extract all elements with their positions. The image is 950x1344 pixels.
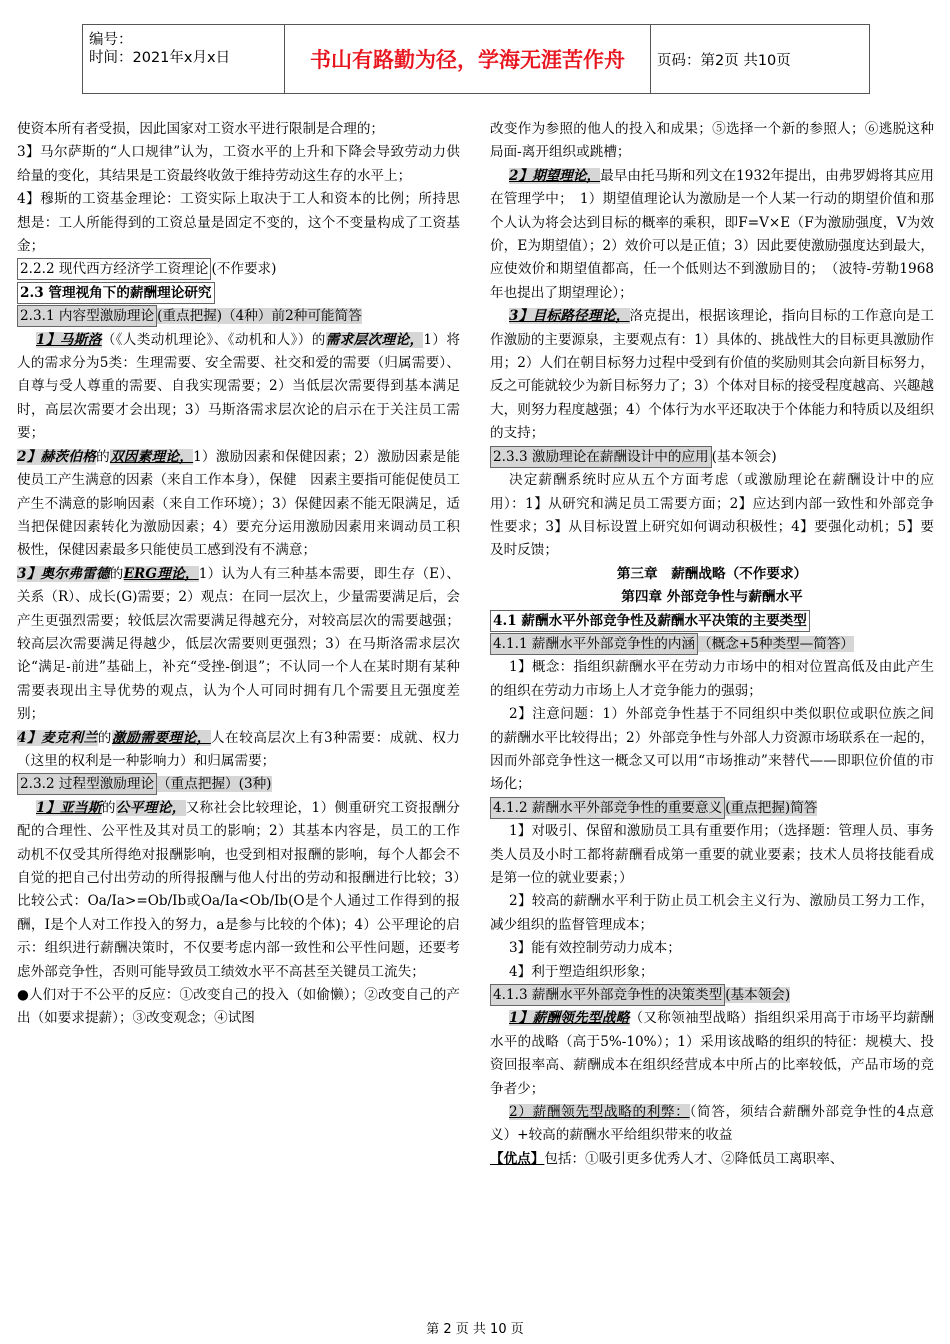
paragraph: 决定薪酬系统时应从五个方面考虑（或激励理论在薪酬设计中的应用）：1】从研究和满足员工需要方面；2】应达到内部一致性和外部竞争性要求；3】从目标设置上研究如何调动积极性；4】要强化动机；5】要及时反馈； [490,472,934,559]
page-header [82,24,870,94]
section-heading: 2.3.2 过程型激励理论 （重点把握）(3种) [17,773,460,796]
paragraph: 3】能有效控制劳动力成本； [509,940,681,957]
paragraph: 1】亚当斯的公平理论，又称社会比较理论，1）侧重研究工资报酬分配的合理性、公平性及其对员工的影响；2）其基本内容是，员工的工作动机不仅受其所得绝对报酬影响，也受到相对报酬的影响，每个人都会不自觉的把自己付出劳动的所得报酬与他人付出的劳动和报酬进行比较；3）比较公式：Oa/Ia>=Ob/Ib或Oa/Ia<Ob/Ib(O是个人通过工作得到的报酬，I是个人对工作投入的努力，a是参与比较的个体)；4）公平理论的启示：组织进行薪酬决策时，不仅要考虑内部一致性和公平性问题，还要考虑外部竞争性，否则可能导致员工绩效水平不高甚至关键员工流失； [17,799,460,980]
paragraph: 1】对吸引、保留和激励员工具有重要作用；（选择题：管理人员、事务类人员及小时工都将薪酬看成第一重要的就业要素；技术人员将技能看成是第一位的就业要素；） [490,823,934,886]
paragraph: 3】目标路径理论，洛克提出，根据该理论，指向目标的工作意向是工作激励的主要源泉，主要观点有：1）具体的、挑战性大的目标更具激励作用；2）人们在朝目标努力过程中受到有价值的奖励则其会向新目标努力，反之可能就较少为新目标努力了；3）个体对目标的接受程度越高、兴趣越大，则努力程度越强；4）个体行为水平还取决于个体能力和特质以及组织的支持； [490,308,934,442]
right-column [490,118,934,1171]
heading-box: 4.1 薪酬水平外部竞争性及薪酬水平决策的主要类型 [490,610,810,632]
paragraph: 3】奥尔弗雷德的ERG理论，1）认为人有三种基本需要，即生存（E）、关系（R）、成长(G)需要；2）观点：在同一层次上，少量需要满足后，会产生更强烈需要；较低层次需要满足得越充分，对较高层次的需要越强；较高层次需要满足得越少，低层次需要则更强烈；3）在马斯洛需求层次论“满足-前进”基础上，补充“受挫-倒退”；不认同一个人在某时期有某种需要表现出主导优势的观点，认为个人可同时拥有几个需要且无强度差别； [17,565,460,723]
section-heading: 4.1.2 薪酬水平外部竞争性的重要意义 (重点把握)简答 [490,797,934,820]
paragraph: 2】注意问题：1）外部竞争性基于不同组织中类似职位或职位族之间的薪酬水平比较得出；2）外部竞争性与外部人力资源市场联系在一起的，因而外部竞争性这一概念又可以用“市场推动”来替代——即职位价值的市场化； [490,706,934,793]
paragraph: 4】利于塑造组织形象； [509,963,654,980]
paragraph: 3】马尔萨斯的“人口规律”认为，工资水平的上升和下降会导致劳动力供给量的变化，其结果是工资最终收敛于维持劳动这生存的水平上； [17,144,460,184]
paragraph: 2】较高的薪酬水平利于防止员工机会主义行为、激励员工努力工作，减少组织的监督管理成本； [490,893,934,933]
paragraph: 4】穆斯的工资基金理论：工资实际上取决于工人和资本的比例；所持思想是：工人所能得到的工资总量是固定不变的，这个不变量构成了工资基金； [17,191,460,255]
paragraph: 2】期望理论，最早由托马斯和列文在1932年提出，由弗罗姆将其应用在管理学中； 1）期望值理论认为激励是一个人某一行动的期望价值和那个人认为将会达到目标的概率的乘积，即F=V×E（F为激励强度，V为效价，E为期望值）；2）效价可以是正值；3）因此要使激励强度达到最大，应使效价和期望值都高，任一个低则达不到激励目的； （波特-劳勒1968年也提出了期望理论）； [490,167,934,301]
section-heading: 2.3.1 内容型激励理论 (重点把握)（4种）前2种可能简答 [17,305,460,328]
paragraph: 改变作为参照的他人的投入和成果；⑤选择一个新的参照人；⑥逃脱这种局面-离开组织或跳槽； [490,121,934,161]
paragraph: 2】赫茨伯格的双因素理论，1）激励因素和保健因素；2）激励因素是能使员工产生满意的因素（来自工作本身），保健 因素主要指可能促使员工产生不满意的影响因素（来自工作环境）；3）保健因素不能无限满足，适当把保健因素转化为激励因素；4）要充分运用激励因素用来调动员工积极性，保健因素最多只能使员工感到没有不满意； [17,448,461,559]
section-heading: 4.1.1 薪酬水平外部竞争性的内涵 （概念+5种类型—简答） [490,633,934,656]
section-heading: 4.1.3 薪酬水平外部竞争性的决策类型 (基本领会) [490,984,934,1007]
paragraph: 4】麦克利兰的激励需要理论，人在较高层次上有3种需要：成就、权力（这里的权利是一种影响力）和归属需要； [17,729,461,769]
chapter-heading: 第四章 外部竞争性与薪酬水平 [621,589,803,606]
heading-box: 4.1.1 薪酬水平外部竞争性的内涵 [490,633,698,655]
heading-box: 2.3.3 激励理论在薪酬设计中的应用 [490,446,712,468]
motto-banner: 书山有路勤为径，学海无涯苦作舟 [285,25,651,93]
heading-box: 2.3.2 过程型激励理论 [17,773,157,795]
heading-box: 2.3 管理视角下的薪酬理论研究 [17,282,215,304]
paragraph: 1】薪酬领先型战略（又称领袖型战略）指组织采用高于市场平均薪酬水平的战略（高于5%-10%）；1）采用该战略的组织的特征：规模大、投资回报率高、薪酬成本在组织经营成本中所占的比率较低，产品市场的竞争者少； [490,1010,934,1097]
paragraph: 1】概念：指组织薪酬水平在劳动力市场中的相对位置高低及由此产生的组织在劳动力市场上人才竞争能力的强弱； [490,659,934,699]
section-heading [490,610,934,633]
header-meta [83,25,285,93]
page-label: 页码：第2页 共10页 [657,52,791,69]
paragraph: ●人们对于不公平的反应：①改变自己的投入（如偷懒）；②改变自己的产出（如要求提薪）；③改变观念；④试图 [17,987,460,1027]
heading-box: 4.1.2 薪酬水平外部竞争性的重要意义 [490,797,725,819]
left-column [17,118,460,1031]
heading-box: 2.2.2 现代西方经济学工资理论 [17,258,211,280]
paragraph: 使资本所有者受损，因此国家对工资水平进行限制是合理的； [17,121,385,137]
section-heading: 2.2.2 现代西方经济学工资理论 (不作要求) [17,258,460,281]
chapter-heading: 第三章 薪酬战略（不作要求） [616,565,808,582]
paragraph: 2）薪酬领先型战略的利弊：（简答，须结合薪酬外部竞争性的4点意义）+较高的薪酬水平给组织带来的收益 [490,1104,934,1144]
paragraph: 1】马斯洛（《人类动机理论》、《动机和人》）的需求层次理论，1）将人的需求分为5类：生理需要、安全需要、社交和爱的需要（归属需要）、自尊与受人尊重的需要、自我实现需要；2）当低层次需要得到基本满足时，高层次需要才会出现；3）马斯洛需求层次论的启示在于关注员工需要； [17,331,460,442]
section-heading: 2.3.3 激励理论在薪酬设计中的应用 (基本领会) [490,446,934,469]
date-label: 时间：2021年x月x日 [89,50,231,66]
heading-box: 2.3.1 内容型激励理论 [17,305,157,327]
number-label: 编号： [89,32,133,48]
page-footer: 第 2 页 共 10 页 [426,1322,524,1337]
section-heading [17,282,460,305]
heading-box: 4.1.3 薪酬水平外部竞争性的决策类型 [490,984,725,1006]
paragraph: 【优点】包括：①吸引更多优秀人才、②降低员工离职率、 [490,1150,844,1167]
